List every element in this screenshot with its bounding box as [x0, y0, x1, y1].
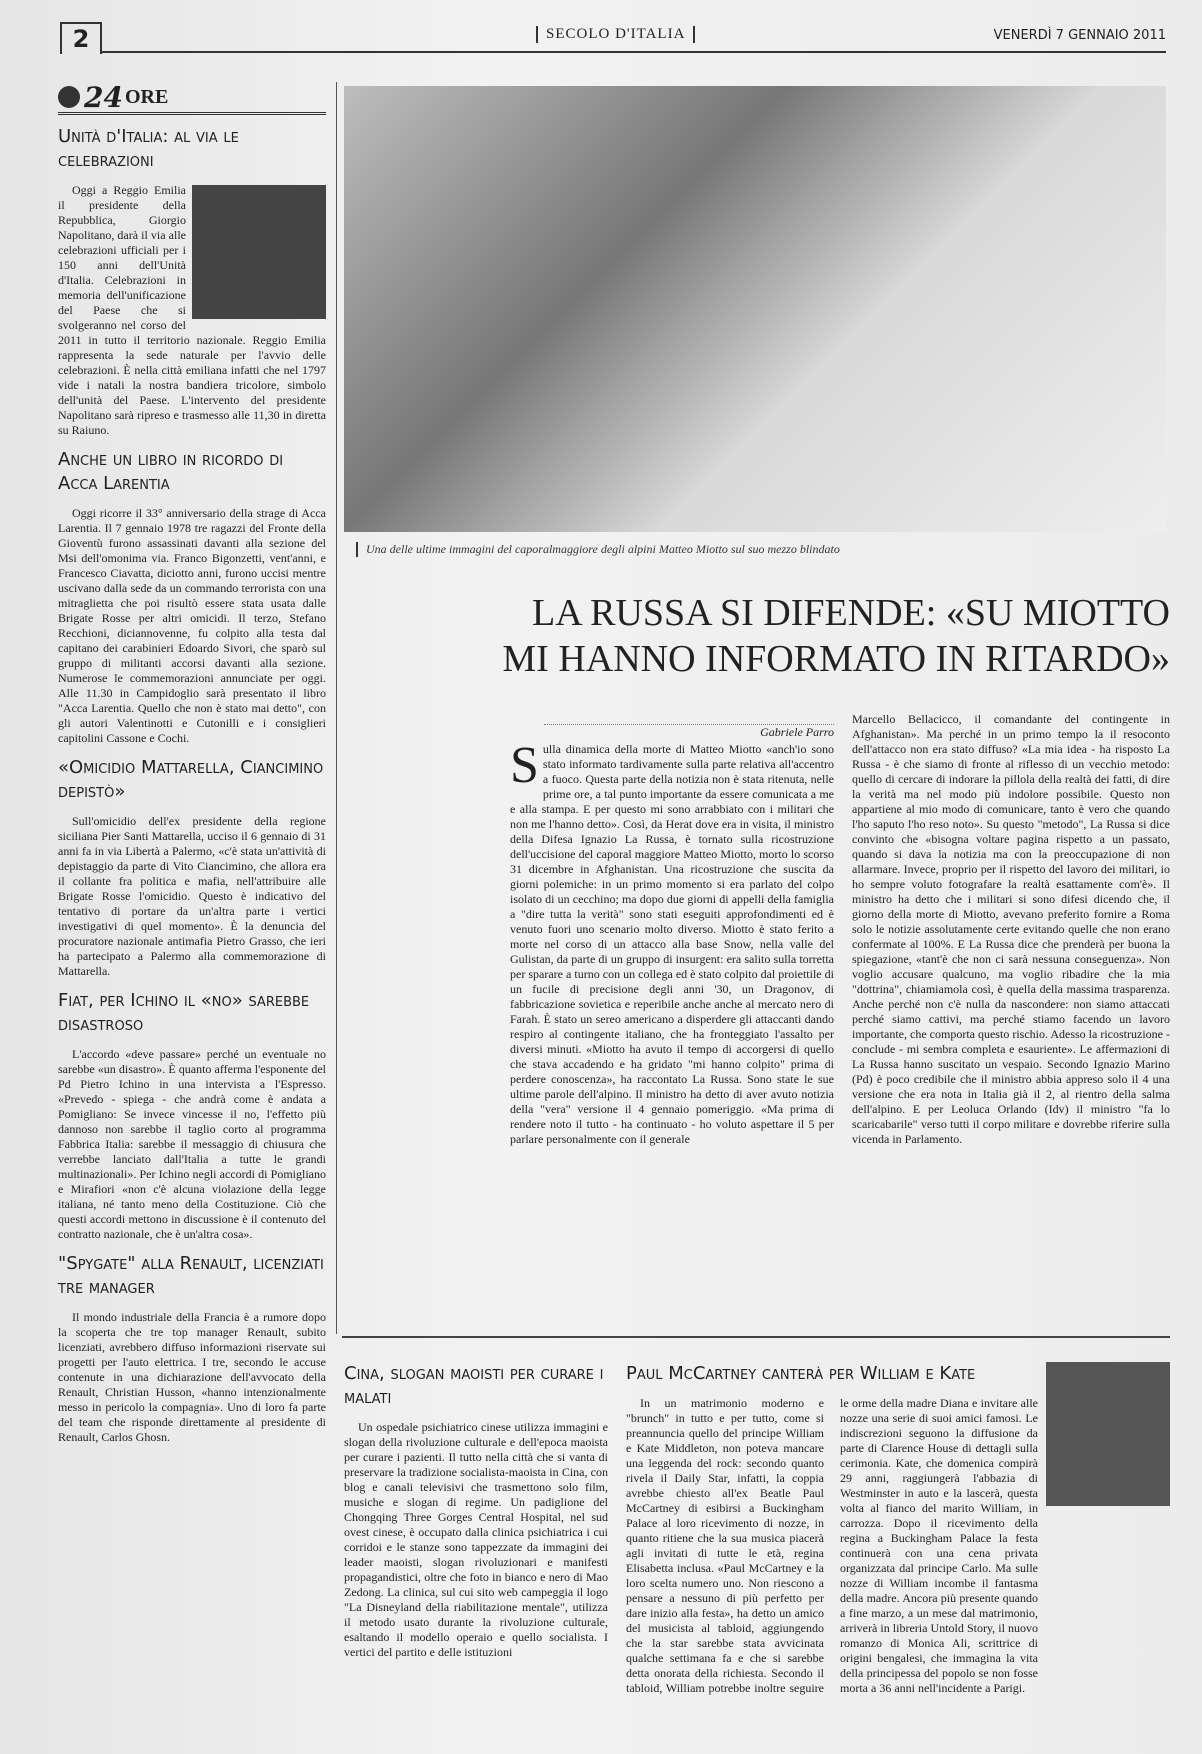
section-logo — [58, 82, 326, 115]
article-column — [852, 712, 1170, 1147]
drop-cap: S — [510, 737, 539, 794]
news-title: «Omicidio Mattarella, Ciancimino depistò» — [58, 757, 324, 802]
news-text: Oggi a Reggio Emilia il presidente della Repubblica, Giorgio Napolitano, darà il via alle celebrazioni ufficiali per i 150 anni dell'Unità d'Italia. Celebrazioni in memoria dell'unificazione del Paese che si svolgeranno nel corso del 2011 in tutto il territorio nazionale. Reggio Emilia rappresenta la sede naturale per l'avvio delle celebrazioni. È nella città emiliana infatti che nel 1797 vide i natali la nostra bandiera tricolore, simbolo dell'unità del Paese. L'intervento del presidente Napolitano sarà ripreso e trasmesso alle 11,30 in diretta su Raiuno. — [58, 183, 326, 437]
byline: Gabriele Parro — [544, 724, 834, 740]
news-title: Anche un libro in ricordo di Acca Larentia — [58, 449, 284, 494]
page-header — [60, 22, 1166, 54]
news-text: L'accordo «deve passare» perché un eventuale no sarebbe «un disastro». È quanto afferma l'esponente del Pd Pietro Ichino in una intervista a l'Espresso. «Prevedo - spiega - che andrà come è andata a Pomigliano: Se invece vincesse il no, l'effetto più dannoso non sarebbe il taglio corto al programma Fabbrica Italia: sarebbe il messaggio di chiusura che verrebbe lanciato dall'Italia a tutte le grandi multinazionali». Per Ichino negli accordi di Pomigliano e Mirafiori «non c'è alcuna violazione della legge italiana, né tanto meno della Costituzione. Ciò che questi accordi mettono in discussione è il contenuto del contratto nazionale, che è un'altra cosa». — [58, 1047, 326, 1241]
news-title: "Spygate" alla Renault, licenziati tre manager — [58, 1253, 324, 1298]
news-text: Sull'omicidio dell'ex presidente della regione siciliana Pier Santi Mattarella, ucciso il 6 gennaio di 31 anni fa in via Libertà a Palermo, «c'è stata un'attività di depistaggio da parte di Vito Ciancimino, che allora era il collante fra politica e mafia, nell'attribuire alle Brigate Rosse l'omicidio. Questo è indicativo del tentativo di portare da un'altra parte i vertici investigativi di quel momento». È la denuncia del procuratore nazionale antimafia Pietro Grasso, che ieri ha partecipato a Palermo alla commemorazione di Mattarella. — [58, 814, 326, 978]
napolitano-photo — [192, 185, 326, 319]
photo-caption: Una delle ultime immagini del caporalmaggiore degli alpini Matteo Miotto sul suo mezzo blindato — [356, 542, 840, 557]
story-text: Un ospedale psichiatrico cinese utilizza immagini e slogan della rivoluzione culturale e dell'epoca maoista per curare i pazienti. Il tutto nella città che si vanta di preservare la tradizione socialista-maoista in Cina, con blog e canali televisivi che trasmettono solo film, musiche e slogan di regime. Un padiglione del Chongqing Three Gorges Central Hospital, nel sud ovest cinese, è occupato dalla clinica psichiatrica i cui corridoi e le stanze sono tappezzate da immagini dei leader maoisti, slogan rivoluzionari e manifesti propagandistici, oltre che foto in bianco e nero di Mao Zedong. La clinica, sul cui sito web campeggia il logo "La Disneyland della riabilitazione mentale", utilizza il metodo usato durante la rivoluzione culturale, esaltando il modello operaio e quello socialista. I vertici del partito e delle istituzioni — [344, 1420, 608, 1659]
story-title: Cina, slogan maoisti per curare i malati — [344, 1363, 604, 1408]
article-text: ulla dinamica della morte di Matteo Miotto «anch'io sono stato informato tardivamente sulla parte relativa all'accentro a fuoco. Questa parte della notizia non è stata ritenuta, nelle prime ore, a tal punto importante da essere comunicata a me e alla stampa. E per questo mi sono arrabbiato con i militari che non me l'hanno detto». Così, da Herat dove era in visita, il ministro della Difesa Ignazio La Russa, è tornato sulla ricostruzione dell'uccisione del caporal maggiore Matteo Miotto, morto lo scorso 31 dicembre in Afghanistan. Una ricostruzione che suscita da giorni polemiche: in un primo momento si era parlato del colpo isolato di un cecchino; ma dopo due giorni di appelli della famiglia a "dire tutta la verità" sono stati eseguiti approfondimenti ed è venuto fuori uno scenario molto diverso. Miotto è stato ferito a morte nel corso di un attacco alla base Snow, nella valle del Gulistan, da parte di un gruppo di insurgent: era salito sulla torretta per sparare a turno con un collega ed è stato colpito dal proiettile di un fucile di precisione degli anni '30, un Dragonov, di fabbricazione sovietica e reperibile anche anche al mercato nero di Farah. È stato un sereo americano a disperdere gli attaccanti dando respiro al contingente italiano, che ha fronteggiato l'assalto per diversi minuti. «Miotto ha avuto il tempo di accorgersi di quello che stava accadendo e ha gridato "mi hanno colpito" prima di perdere conoscenza», ha raccontato La Russa. Sono state le sue ultime parole dell'alpino. Il ministro ha detto di aver avuto notizia della "vera" versione il 4 gennaio pomeriggio. «Ma prima di rendere noto il tutto - ha continuato - ho voluto aspettare il 5 per parlare personalmente con il generale — [510, 742, 834, 1146]
column-divider — [336, 82, 337, 1334]
news-title: Unità d'Italia: al via le celebrazioni — [58, 126, 239, 171]
soldier-photo — [344, 86, 1166, 532]
mccartney-photo — [1046, 1362, 1170, 1506]
article-headline — [350, 590, 1170, 682]
header-rule — [100, 51, 1166, 53]
globe-icon — [58, 86, 80, 108]
bottom-story — [344, 1362, 608, 1660]
section-divider — [342, 1336, 1170, 1338]
logo-word: ORE — [124, 85, 169, 108]
bottom-story — [626, 1362, 1170, 1696]
story-text: In un matrimonio moderno e "brunch" in tutto e per tutto, come si preannuncia quello del principe William e Kate Middleton, non poteva mancare una leggenda del rock: secondo quanto rivela il Daily Star, infatti, la coppia avrebbe chiesto all'ex Beatle Paul McCartney di esibirsi a Buckingham Palace al loro ricevimento di nozze, in quanto ritiene che la sua musica piacerà agli invitati di tutte le età, regina Elisabetta inclusa. «Paul McCartney e la loro scelta numero uno. Non riescono a pensare a nessuno di più perfetto per dare inizio alla festa», ha detto un amico del musicista al tabloid, aggiungendo che la star sarebbe stata avvicinata qualche settimana fa e che si sarebbe detta onorata della richiesta. Secondo il tabloid, William potrebbe inoltre seguire le orme della madre Diana e invitare alle nozze una serie di suoi amici famosi. Le indiscrezioni seguono la diffusione da parte di Clarence House di dettagli sulla cerimonia. Kate, che domenica compirà 29 anni, raggiungerà l'abbazia di Westminster in auto e la lascerà, questa volta al fianco del marito William, in carrozza. Dopo il ricevimento della regina a Buckingham Palace la festa continuerà con una cena privata organizzata dal principe Carlo. Ma sulle nozze di William incombe il fantasma della madre. Ancora più presente quando a fine marzo, a un mese dal matrimonio, arriverà in libreria Untold Story, il nuovo romanzo di Monica Ali, scrittrice di origini bengalesi, che immagina la vita della principessa del popolo se non fosse morta a 36 anni nell'incidente a Parigi. — [626, 1396, 1038, 1695]
news-title: Fiat, per Ichino il «no» sarebbe disastroso — [58, 990, 310, 1035]
news-text: Il mondo industriale della Francia è a rumore dopo la scoperta che tre top manager Renault, subito licenziati, avrebbero diffuso informazioni riservate sui progetti per l'auto elettrica. I tre, secondo le accuse contenute in una dichiarazione dell'avvocato della Renault, Christian Husson, «hanno intenzionalmente messo in pericolo la compagnia». Uno di loro fa parte del team che risponde direttamente al presidente di Renault, Carlos Ghosn. — [58, 1310, 326, 1444]
page-number: 2 — [60, 22, 102, 54]
paper-name: SECOLO D'ITALIA — [536, 26, 695, 43]
headline-line-1: LA RUSSA SI DIFENDE: «SU MIOTTO — [532, 592, 1170, 634]
article-column — [510, 737, 834, 1147]
logo-number: 24 — [84, 80, 123, 114]
news-column — [58, 82, 326, 1742]
issue-date: VENERDÌ 7 GENNAIO 2011 — [993, 28, 1166, 43]
news-text: Oggi ricorre il 33° anniversario della strage di Acca Larentia. Il 7 gennaio 1978 tre ragazzi del Fronte della Gioventù furono assassinati davanti alla sezione del Msi dell'omonima via. Franco Bigonzetti, vent'anni, e Francesco Ciavatta, diciotto anni, furono uccisi mentre uscivano dalla sede da un commando terrorista con una mitraglietta che poi risultò essere stata usata dalle Brigate Rosse per altri omicidi. Il terzo, Stefano Recchioni, diciannovenne, fu colpito alla testa dal capitano dei carabinieri Edoardo Sivori, che sparò sul gruppo di militanti accorsi davanti alla sezione. Numerose le commemorazioni annunciate per oggi. Alle 11.30 in Campidoglio sarà presentato il libro "Acca Larentia. Quello che non è stato mai detto", con gli autori Valentinotti e Cutonilli e i consiglieri capitolini Cassone e Cochi. — [58, 506, 326, 745]
story-title: Paul McCartney canterà per William e Kate — [626, 1363, 976, 1384]
article-text: Marcello Bellacicco, il comandante del contingente in Afghanistan». Ma perché in un primo tempo la il resoconto dell'attacco non era stato diffuso? «La mia idea - ha risposto La Russa - è che siamo di fronte al riflesso di un vecchio metodo: quello di cercare di indorare la pillola della realtà dei fatti, di dire la verità ma nel modo più indolore possibile. Questo non appartiene al mio modo di comunicare, tanto è vero che quando l'ho saputo l'ho reso noto». Su questo "metodo", La Russa si dice convinto che «bisogna voltare pagina rispetto a un passato, quando si dava la notizia ma con la preoccupazione di non allarmare. Invece, proprio per il rispetto del lavoro dei militari, io ho sempre voluto fotografare la realtà esattamente com'è». Il ministro ha detto che i militari si sono difesi dicendo che, il giorno della morte di Miotto, avevano preferito fornire a Roma solo le notizie assolutamente certe evitando quelle che non erano confermate al 100%. E La Russa dice che prenderà per buona la spiegazione, «tant'è che non ci sarà nessuna conseguenza». Non voglio accusare qualcuno, ma voglio ribadire che la mia "dottrina", chiamiamola così, è quella della massima trasparenza. Anche perché non c'è nulla da nascondere: non siamo attaccati perché siamo cattivi, ma perché stiamo facendo un lavoro importante, che comporta questo rischio. Adesso la ricostruzione - conclude - mi sembra completa e esauriente». Le affermazioni di La Russa hanno suscitato un vespaio. Secondo Ignazio Marino (Pd) è poco credibile che il ministro abbia appreso solo il 4 una versione che era nota in Italia già il 2, al rientro della salma dell'alpino. E per Leoluca Orlando (Idv) il ministro "fa lo scaricabarile" verso tutti il corpo militare e dovrebbe riferire sulla vicenda in Parlamento. — [852, 712, 1170, 1146]
headline-line-2: MI HANNO INFORMATO IN RITARDO» — [502, 638, 1170, 680]
